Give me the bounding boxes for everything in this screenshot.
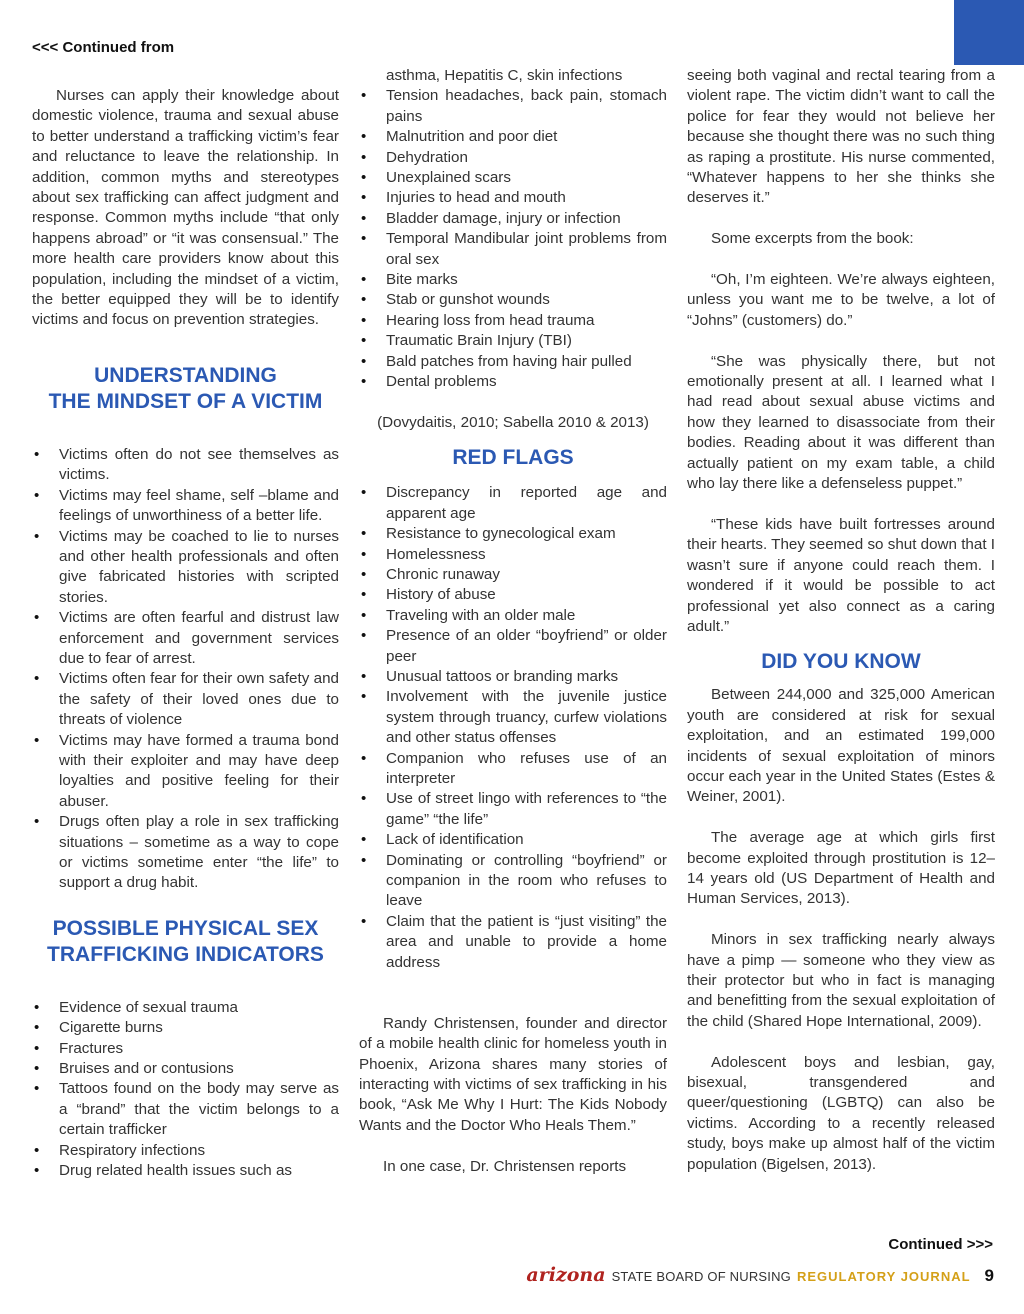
list-item: • Hearing loss from head trauma — [359, 311, 667, 331]
list-item: • Victims may feel shame, self –blame and feelings of unworthiness of a better life. — [32, 486, 339, 527]
indicators-heading — [32, 916, 339, 968]
quote-1: “Oh, I’m eighteen. We’re always eighteen, unless you want me to be twelve, a lot of “Johns” (customers) do.” — [687, 271, 995, 329]
corner-color-block — [954, 0, 1024, 65]
fact-3: Minors in sex trafficking nearly always have a pimp — someone who they view as their protector but who in fact is managing and benefitting from the sexual exploitation of the child (Shared Hope International, 2009). — [687, 931, 995, 1030]
list-item: • Discrepancy in reported age and apparent age — [359, 483, 667, 524]
list-item: • Dehydration — [359, 148, 667, 168]
column-2 — [359, 66, 667, 1177]
list-item: • Fractures — [32, 1039, 339, 1059]
page-number: 9 — [984, 1266, 994, 1285]
arizona-logo: arizona — [526, 1264, 606, 1286]
list-item: • Drug related health issues such as — [32, 1161, 339, 1181]
mindset-heading-line1: UNDERSTANDING — [94, 363, 277, 387]
column-1 — [32, 86, 339, 1181]
mindset-heading-line2: THE MINDSET OF A VICTIM — [48, 389, 323, 413]
list-item: • Traumatic Brain Injury (TBI) — [359, 331, 667, 351]
case-paragraph-continued: seeing both vaginal and rectal tearing from a violent rape. The victim didn’t want to call the police for fear they would not believe her because she thought there was no such thing as raping a prostitute. His nurse commented, “Whatever happens to her she thinks she deserves it.” — [687, 67, 995, 207]
fact-1: Between 244,000 and 325,000 American youth are considered at risk for sexual exploitation, and an estimated 199,000 incidents of sexual exploitation of minors occur each year in the United States (Estes & Weiner, 2001). — [687, 686, 995, 806]
list-item: • Use of street lingo with references to “the game” “the life” — [359, 789, 667, 830]
list-item: • Unusual tattoos or branding marks — [359, 667, 667, 687]
indicators-heading-line2: TRAFFICKING INDICATORS — [47, 942, 324, 966]
list-item: • Injuries to head and mouth — [359, 188, 667, 208]
indicators-heading-line1: POSSIBLE PHYSICAL SEX — [52, 916, 319, 940]
list-item: • Bite marks — [359, 270, 667, 290]
list-item: • Presence of an older “boyfriend” or older peer — [359, 626, 667, 667]
footer — [526, 1264, 994, 1286]
list-item: • Bruises and or contusions — [32, 1059, 339, 1079]
list-item: • Victims may be coached to lie to nurses and other health professionals and often give fabricated histories with scripted stories. — [32, 527, 339, 609]
column-3 — [687, 66, 995, 1175]
list-item: • Malnutrition and poor diet — [359, 127, 667, 147]
list-item: • Evidence of sexual trauma — [32, 998, 339, 1018]
quote-3: “These kids have built fortresses around their hearts. They seemed so shut down that I wasn’t sure if anyone could reach them. I wondered if it would be possible to act professional yet also connect as a caring adult.” — [687, 515, 995, 635]
list-item: • Chronic runaway — [359, 565, 667, 585]
list-item: • Victims often do not see themselves as victims. — [32, 445, 339, 486]
mindset-heading — [32, 363, 339, 415]
continued-next-label: Continued >>> — [888, 1236, 993, 1253]
excerpts-intro: Some excerpts from the book: — [711, 230, 914, 248]
red-flags-list — [359, 483, 667, 973]
list-item: • Drugs often play a role in sex trafficking situations – sometime as a way to cope or victims sometime enter “the life” to support a drug habit. — [32, 812, 339, 894]
list-item: • Bald patches from having hair pulled — [359, 352, 667, 372]
list-item: • Victims may have formed a trauma bond with their exploiter and may have deep loyalties and positive feeling for their abuser. — [32, 731, 339, 813]
list-item: • Bladder damage, injury or infection — [359, 209, 667, 229]
list-item: • Respiratory infections — [32, 1141, 339, 1161]
list-item: • Involvement with the juvenile justice system through truancy, curfew violations and other status offenses — [359, 687, 667, 748]
list-item: • Tattoos found on the body may serve as a “brand” that the victim belongs to a certain trafficker — [32, 1079, 339, 1140]
christensen-paragraph: Randy Christensen, founder and director of a mobile health clinic for homeless youth in Phoenix, Arizona shares many stories of interacting with victims of sex trafficking in his book, “Ask Me Why I Hurt: The Kids Nobody Wants and the Doctor Who Heals Them.” — [359, 1014, 667, 1134]
list-item: • Companion who refuses use of an interpreter — [359, 749, 667, 790]
list-item: • Victims are often fearful and distrust law enforcement and government services due to fear of arrest. — [32, 608, 339, 669]
did-you-know-heading: DID YOU KNOW — [761, 650, 921, 674]
intro-paragraph: Nurses can apply their knowledge about domestic violence, trauma and sexual abuse to better understand a trafficking victim’s fear and reluctance to leave the relationship. In addition, common myths and stereotypes about sex trafficking can affect judgment and response. Common myths include “that only happens abroad” or “it was consensual.” The more health care providers know about this population, including the mindset of a victim, the better equipped they will be to identify victims and focus on prevention strategies. — [32, 87, 339, 329]
mindset-list — [32, 445, 339, 894]
red-flags-heading: RED FLAGS — [452, 446, 574, 470]
case-paragraph-start: In one case, Dr. Christensen reports — [383, 1157, 627, 1175]
quote-2: “She was physically there, but not emotionally present at all. I learned what I had read about sexual abuse victims and how they learned to disassociate from their bodies. Reading about it was different than actually patient on my exam table, a child who lay there like a defenseless puppet.” — [687, 352, 995, 493]
fact-4: Adolescent boys and lesbian, gay, bisexual, transgendered and queer/questioning (LGBTQ) can also be victims. According to a recently released study, boys make up almost half of the victim population (Bigelsen, 2013). — [687, 1053, 995, 1173]
list-item: • Resistance to gynecological exam — [359, 524, 667, 544]
list-item: • Claim that the patient is “just visiting” the area and unable to provide a home address — [359, 912, 667, 973]
list-item: • Homelessness — [359, 545, 667, 565]
list-item: • Dominating or controlling “boyfriend” or companion in the room who refuses to leave — [359, 851, 667, 912]
list-item: • Dental problems — [359, 372, 667, 392]
indicator-continuation: asthma, Hepatitis C, skin infections — [386, 67, 623, 84]
list-item: • Tension headaches, back pain, stomach pains — [359, 86, 667, 127]
continued-from-label: <<< Continued from — [32, 39, 175, 56]
list-item: • Temporal Mandibular joint problems from oral sex — [359, 229, 667, 270]
list-item: • History of abuse — [359, 585, 667, 605]
citation: (Dovydaitis, 2010; Sabella 2010 & 2013) — [377, 413, 649, 431]
list-item: • Traveling with an older male — [359, 606, 667, 626]
list-item: • Victims often fear for their own safety and the safety of their loved ones due to threats of violence — [32, 669, 339, 730]
list-item: • Stab or gunshot wounds — [359, 290, 667, 310]
indicators-list — [32, 998, 339, 1182]
fact-2: The average age at which girls first become exploited through prostitution is 12–14 years old (US Department of Health and Human Services, 2013). — [687, 829, 995, 908]
board-name: STATE BOARD OF NURSING — [611, 1269, 791, 1284]
list-item: • Unexplained scars — [359, 168, 667, 188]
indicators-list-continued — [359, 86, 667, 392]
list-item: • Cigarette burns — [32, 1018, 339, 1038]
journal-name: REGULATORY JOURNAL — [797, 1269, 971, 1284]
list-item: • Lack of identification — [359, 830, 667, 850]
